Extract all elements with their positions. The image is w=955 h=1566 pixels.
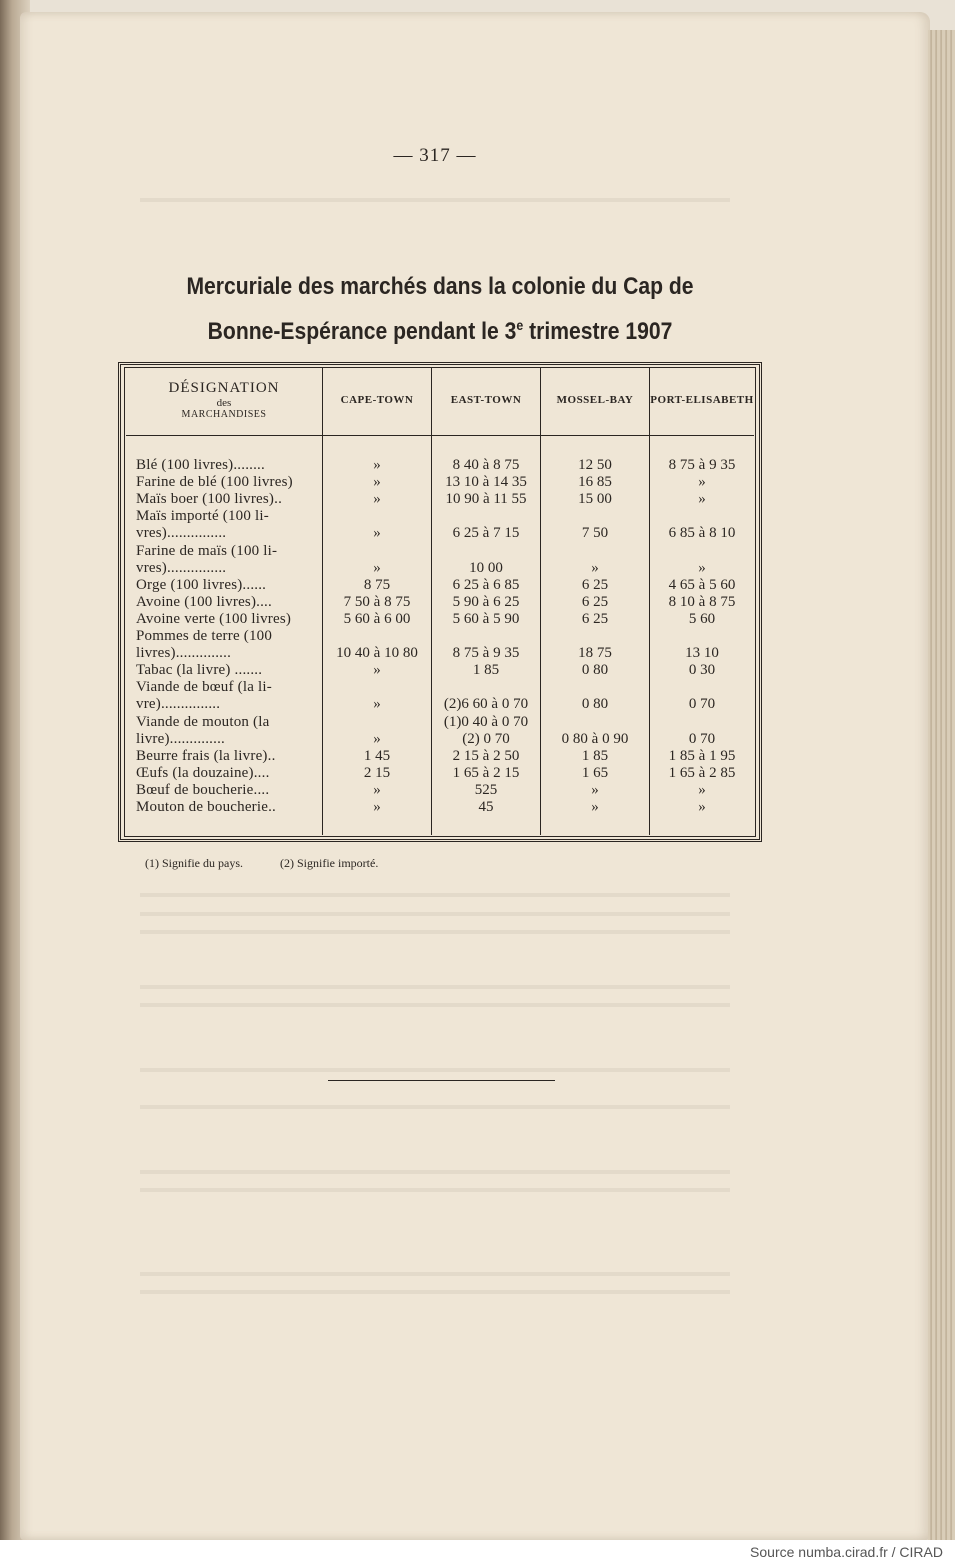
cell-east-town: 10 00 — [469, 559, 503, 576]
cell-port-elisabeth: » — [698, 799, 706, 815]
cell-mossel-bay: 1 65 — [581, 764, 609, 781]
table-row — [0, 594, 955, 611]
cell-designation: livre).............. — [136, 730, 225, 747]
cell-mossel-bay: 7 50 — [581, 525, 609, 542]
cell-east-town: 10 90 à 11 55 — [445, 491, 527, 508]
cell-cape-town: » — [373, 559, 381, 576]
bleed-through — [140, 1170, 730, 1174]
bleed-through — [140, 1068, 730, 1072]
cell-cape-town: 5 60 à 6 00 — [343, 610, 411, 627]
bleed-through — [140, 1290, 730, 1294]
cell-port-elisabeth: 5 60 — [688, 610, 716, 627]
page-number: — 317 — — [393, 145, 477, 166]
cell-port-elisabeth: 0 70 — [688, 696, 716, 713]
cell-cape-town: » — [373, 491, 381, 508]
header-east-town: EAST-TOWN — [450, 394, 522, 406]
cell-east-town: 1 85 — [472, 662, 500, 679]
cell-east-town: 45 — [478, 799, 494, 815]
header-divider — [126, 435, 754, 436]
cell-cape-town: » — [373, 525, 381, 542]
cell-port-elisabeth: 6 85 à 8 10 — [668, 525, 736, 542]
cell-designation: Pommes de terre (100 — [136, 628, 273, 644]
table-row — [0, 577, 955, 594]
cell-cape-town: 8 75 — [363, 576, 391, 593]
cell-designation: vre)............... — [136, 696, 221, 713]
bleed-through — [140, 1105, 730, 1109]
table-row — [0, 508, 955, 525]
table-row — [0, 474, 955, 491]
cell-designation: Farine de blé (100 livres) — [136, 474, 293, 491]
bleed-through — [140, 1188, 730, 1192]
table-row — [0, 696, 955, 713]
cell-cape-town: » — [373, 662, 381, 679]
bleed-through — [140, 912, 730, 916]
cell-designation: Maïs importé (100 li- — [136, 508, 269, 525]
source-credit: Source numba.cirad.fr / CIRAD — [750, 1544, 943, 1560]
cell-east-town: 6 25 à 6 85 — [452, 576, 520, 593]
cell-port-elisabeth: 1 65 à 2 85 — [668, 764, 736, 781]
footnote-1: (1) Signifie du pays. — [145, 856, 243, 870]
table-row — [0, 799, 955, 816]
cell-mossel-bay: 12 50 — [578, 457, 612, 473]
cell-east-town: (2)6 60 à 0 70 — [443, 696, 529, 713]
cell-designation: Mouton de boucherie.. — [136, 799, 276, 815]
cell-east-town: 5 60 à 5 90 — [452, 610, 520, 627]
table-row — [0, 560, 955, 577]
cell-east-town: (1)0 40 à 0 70 — [443, 713, 529, 730]
cell-port-elisabeth: 0 70 — [688, 730, 716, 747]
cell-east-town: 5 90 à 6 25 — [452, 593, 520, 610]
table-row — [0, 611, 955, 628]
bleed-through — [140, 198, 730, 202]
cell-cape-town: 2 15 — [363, 764, 391, 781]
table-row — [0, 662, 955, 679]
cell-designation: Viande de mouton (la — [136, 713, 270, 730]
cell-mossel-bay: » — [591, 799, 599, 815]
cell-port-elisabeth: 13 10 — [685, 645, 719, 662]
cell-mossel-bay: » — [591, 781, 599, 798]
table-row — [0, 765, 955, 782]
page-title — [158, 268, 721, 351]
bleed-through — [140, 893, 730, 897]
cell-mossel-bay: 0 80 — [581, 662, 609, 679]
table-row — [0, 748, 955, 765]
cell-east-town: (2) 0 70 — [462, 730, 510, 747]
cell-mossel-bay: 6 25 — [581, 576, 609, 593]
footnote-2: (2) Signifie importé. — [280, 856, 379, 870]
cell-designation: vres)............... — [136, 559, 227, 576]
cell-designation: Tabac (la livre) ....... — [136, 662, 263, 679]
table-row — [0, 525, 955, 542]
end-rule — [328, 1080, 555, 1081]
cell-port-elisabeth: 8 10 à 8 75 — [668, 593, 736, 610]
cell-designation: Orge (100 livres)...... — [136, 576, 267, 593]
cell-designation: Beurre frais (la livre).. — [136, 747, 276, 764]
cell-east-town: 8 75 à 9 35 — [452, 645, 520, 662]
cell-mossel-bay: 16 85 — [578, 474, 612, 491]
table-row — [0, 782, 955, 799]
cell-mossel-bay: 6 25 — [581, 593, 609, 610]
bleed-through — [140, 930, 730, 934]
table-row — [0, 543, 955, 560]
cell-port-elisabeth: 1 85 à 1 95 — [668, 747, 736, 764]
cell-mossel-bay: » — [591, 559, 599, 576]
bleed-through — [140, 985, 730, 989]
cell-east-town: 2 15 à 2 50 — [452, 747, 520, 764]
cell-designation: Maïs boer (100 livres).. — [136, 491, 283, 508]
cell-cape-town: » — [373, 457, 381, 473]
header-mossel-bay: MOSSEL-BAY — [556, 394, 634, 406]
cell-port-elisabeth: » — [698, 491, 706, 508]
cell-cape-town: 1 45 — [363, 747, 391, 764]
table-row — [0, 628, 955, 645]
cell-designation: livres).............. — [136, 645, 232, 662]
cell-cape-town: » — [373, 474, 381, 491]
cell-cape-town: 7 50 à 8 75 — [343, 593, 411, 610]
cell-port-elisabeth: 0 30 — [688, 662, 716, 679]
cell-designation: Blé (100 livres)........ — [136, 457, 265, 473]
cell-port-elisabeth: » — [698, 559, 706, 576]
header-cape-town: CAPE-TOWN — [340, 394, 414, 406]
cell-mossel-bay: 6 25 — [581, 610, 609, 627]
cell-designation: Œufs (la douzaine).... — [136, 764, 270, 781]
table-row — [0, 731, 955, 748]
table-row — [0, 491, 955, 508]
table-row — [0, 645, 955, 662]
bleed-through — [140, 1003, 730, 1007]
cell-cape-town: » — [373, 799, 381, 815]
cell-east-town: 8 40 à 8 75 — [452, 457, 520, 473]
cell-port-elisabeth: » — [698, 781, 706, 798]
cell-cape-town: » — [373, 696, 381, 713]
footnotes — [145, 856, 412, 871]
header-designation: DÉSIGNATION des MARCHANDISES — [168, 380, 280, 420]
cell-mossel-bay: 15 00 — [578, 491, 612, 508]
cell-designation: Farine de maïs (100 li- — [136, 542, 278, 559]
cell-port-elisabeth: 4 65 à 5 60 — [668, 576, 736, 593]
cell-designation: Avoine verte (100 livres) — [136, 610, 292, 627]
cell-east-town: 1 65 à 2 15 — [452, 764, 520, 781]
cell-cape-town: 10 40 à 10 80 — [336, 645, 418, 662]
cell-mossel-bay: 18 75 — [578, 645, 612, 662]
title-line-2: Bonne-Espérance pendant le 3e trimestre 1907 — [207, 317, 673, 345]
cell-mossel-bay: 0 80 à 0 90 — [561, 730, 629, 747]
cell-designation: Bœuf de boucherie.... — [136, 781, 270, 798]
title-line-1: Mercuriale des marchés dans la colonie du Cap de — [186, 273, 694, 300]
cell-mossel-bay: 1 85 — [581, 747, 609, 764]
cell-cape-town: » — [373, 781, 381, 798]
header-port-elisabeth: PORT-ELISABETH — [650, 394, 754, 406]
table-row — [0, 714, 955, 731]
cell-east-town: 525 — [474, 781, 498, 798]
cell-port-elisabeth: 8 75 à 9 35 — [668, 457, 736, 473]
cell-east-town: 6 25 à 7 15 — [452, 525, 520, 542]
cell-designation: Avoine (100 livres).... — [136, 593, 272, 610]
cell-cape-town: » — [373, 730, 381, 747]
cell-port-elisabeth: » — [698, 474, 706, 491]
cell-mossel-bay: 0 80 — [581, 696, 609, 713]
table-row — [0, 457, 955, 474]
table-row — [0, 679, 955, 696]
cell-designation: vres)............... — [136, 525, 227, 542]
cell-east-town: 13 10 à 14 35 — [445, 474, 527, 491]
cell-designation: Viande de bœuf (la li- — [136, 679, 272, 696]
bleed-through — [140, 1272, 730, 1276]
